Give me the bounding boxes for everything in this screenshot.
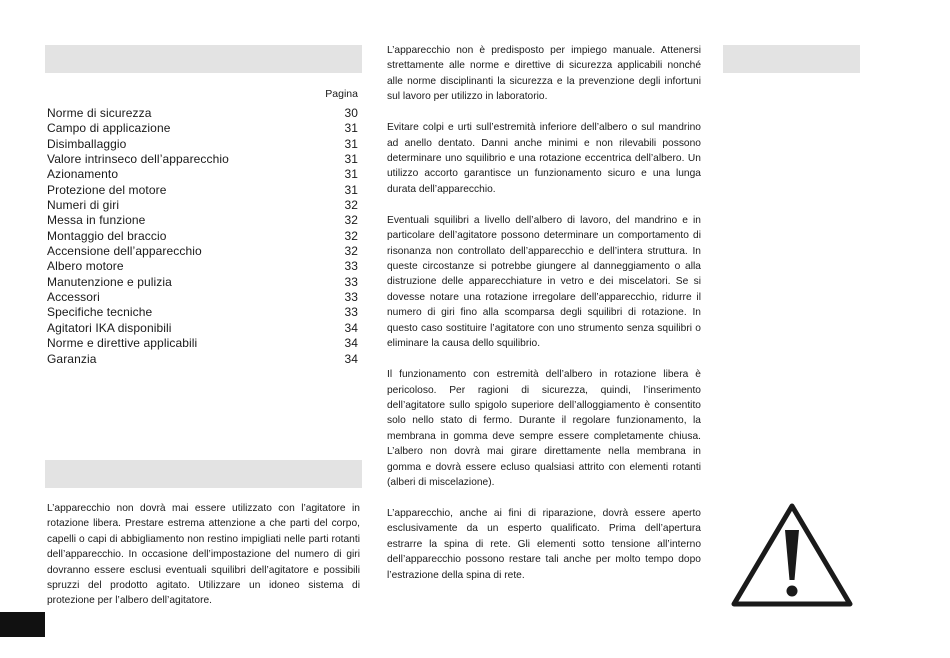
toc-entry-page: 31 — [344, 182, 358, 197]
toc-entry — [47, 305, 358, 320]
toc-entry-title: Accensione dell’apparecchio — [47, 244, 202, 259]
section-header-bar-contents — [45, 45, 362, 73]
toc-entry-page: 31 — [344, 167, 358, 182]
toc-entry — [47, 229, 358, 244]
toc-entry — [47, 167, 358, 182]
safety-paragraph: Evitare colpi e urti sull’estremità inferiore dell’albero o sul mandrino ad anello dentato. Danni anche minimi e non rilevabili possono determinare uno squilibrio e una rotazione eccentrica dell’albero. Un utilizzo accorto garantisce un funzionamento sicuro e una lunga durata dell’apparecchio. — [387, 122, 701, 195]
toc-entry-page: 33 — [344, 290, 358, 305]
page-corner-tab — [0, 612, 45, 637]
toc-entry — [47, 137, 358, 152]
toc-entry-title: Campo di applicazione — [47, 121, 171, 136]
toc-entry-page: 33 — [344, 259, 358, 274]
toc-entry-page: 32 — [344, 228, 358, 243]
toc-entry-title: Specifiche tecniche — [47, 305, 153, 320]
toc-entry — [47, 121, 358, 136]
toc-entry-title: Norme di sicurezza — [47, 106, 152, 120]
toc-entry — [47, 336, 358, 351]
safety-paragraph-left: L’apparecchio non dovrà mai essere utilizzato con l’agitatore in rotazione libera. Prestare estrema attenzione a che parti del corpo, capelli o capi di abbigliamento non restino impigliati nelle parti rotanti dell’apparecchio. In occasione dell’impostazione del numero di giri dovranno essere esclusi eventuali squilibri dell’agitatore e possibili spruzzi del prodotto agitato. Utilizzare un idoneo sistema di protezione per l’albero dell’agitatore. — [47, 503, 360, 607]
toc-entry — [47, 152, 358, 167]
toc-entry-title: Albero motore — [47, 259, 124, 274]
toc-entry — [47, 198, 358, 213]
toc-entry-page: 31 — [344, 121, 358, 136]
toc-entry-title: Montaggio del braccio — [47, 228, 167, 243]
toc-entry-page: 30 — [344, 106, 358, 120]
section-header-bar-safety — [45, 460, 362, 488]
safety-paragraph: Il funzionamento con estremità dell’albero in rotazione libera è pericoloso. Per ragioni di sicurezza, quindi, l’inserimento dell’agitatore sullo spigolo superiore dell’alloggiamento è consentito solo nello stato di fermo. Durante il regolare funzionamento, la membrana in gomma deve sempre essere completamente chiusa. L’albero non dovrà mai girare direttamente nella membrana in gomma e dovrà essere ecluso qualsiasi attrito con elementi rotanti (alberi di miscelazione). — [387, 369, 701, 488]
toc-entry — [47, 321, 358, 336]
toc-entry-title: Azionamento — [47, 167, 119, 182]
toc-entry — [47, 275, 358, 290]
toc-entry-title: Valore intrinseco dell’apparecchio — [47, 152, 229, 167]
toc-entry-title: Disimballaggio — [47, 136, 127, 151]
toc-entry-title: Agitatori IKA disponibili — [47, 320, 172, 335]
toc-entry-page: 32 — [344, 213, 358, 228]
toc-entry — [47, 106, 358, 121]
toc-entry-page: 33 — [344, 305, 358, 320]
toc-entry-title: Protezione del motore — [47, 182, 167, 197]
safety-paragraph: L’apparecchio, anche ai fini di riparazione, dovrà essere aperto esclusivamente da un esperto qualificato. Prima dell’apertura estrarre la spina di rete. Gli elementi sotto tensione all’interno dell’apparecchio possono restare tali anche per molto tempo dopo l’estrazione della spina di rete. — [387, 507, 701, 581]
toc-entry — [47, 290, 358, 305]
toc-entry — [47, 183, 358, 198]
toc-entry-page: 34 — [344, 351, 358, 366]
toc-entry — [47, 259, 358, 274]
toc-entry-page: 31 — [344, 152, 358, 167]
toc-entry — [47, 213, 358, 228]
section-header-bar-right — [723, 45, 860, 73]
toc-entry-title: Garanzia — [47, 351, 97, 366]
toc-entry-title: Accessori — [47, 290, 100, 305]
toc-entry — [47, 352, 358, 367]
toc-entry-page: 34 — [344, 336, 358, 351]
warning-triangle-icon — [730, 500, 854, 610]
toc-entry-page: 31 — [344, 136, 358, 151]
toc-entry-title: Numeri di giri — [47, 198, 120, 213]
toc-entry-page: 33 — [344, 274, 358, 289]
toc-entry-page: 32 — [344, 244, 358, 259]
safety-paragraph: Eventuali squilibri a livello dell’albero di lavoro, del mandrino e in particolare dell’agitatore possono determinare un comportamento di risonanza non controllato dell’apparecchio e dell’intera struttura. In queste circostanze si potrebbe giungere al danneggiamento o alla distruzione delle apparecchiature in vetro e dei miscelatori. Se si dovesse notare una rotazione irregolare dell’apparecchio, ridurre il numero di giri fino alla scomparsa degli squilibri di rotazione. In questo caso sostituire l’agitatore con uno strumento senza squilibri o eliminare la causa dello squilibrio. — [387, 214, 701, 350]
toc-entry-title: Messa in funzione — [47, 213, 146, 228]
table-of-contents — [47, 86, 358, 367]
toc-list — [47, 106, 358, 367]
toc-entry-page: 32 — [344, 198, 358, 213]
toc-entry-page: 34 — [344, 320, 358, 335]
toc-page-header: Pagina — [325, 88, 358, 100]
toc-entry — [47, 244, 358, 259]
toc-entry-title: Norme e direttive applicabili — [47, 336, 198, 351]
toc-entry-title: Manutenzione e pulizia — [47, 274, 172, 289]
safety-paragraph: L’apparecchio non è predisposto per impiego manuale. Attenersi strettamente alle norme e direttive di sicurezza applicabili nonché alle norme disciplinanti la sicurezza e la prevenzione degli infortuni sul lavoro per utilizzo in laboratorio. — [387, 45, 701, 103]
safety-text-column — [387, 43, 701, 599]
